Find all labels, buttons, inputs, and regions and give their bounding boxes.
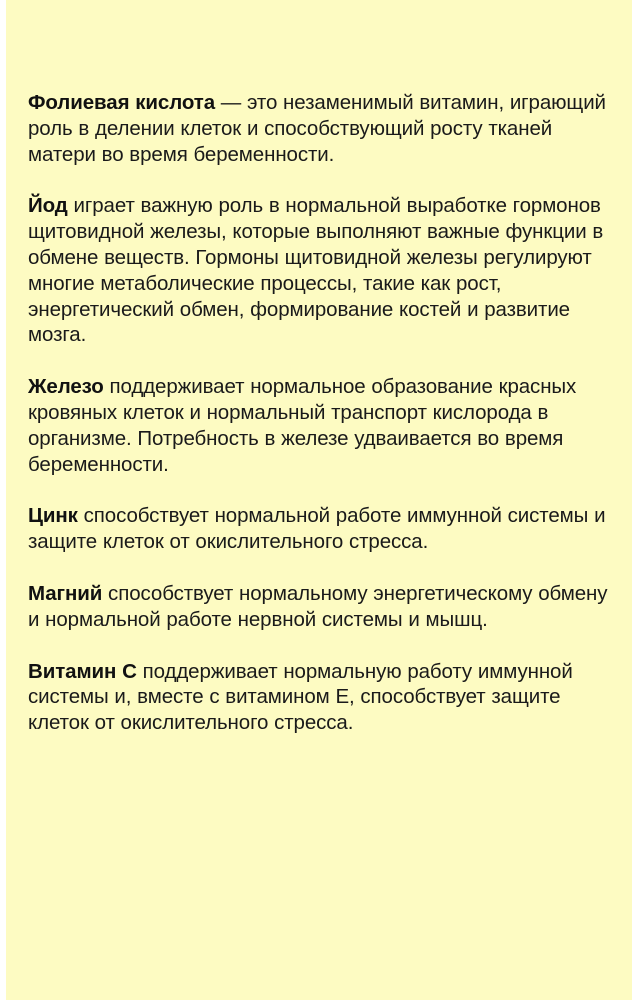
nutrient-paragraph-iron: [28, 374, 618, 477]
nutrient-description: — это незаменимый витамин, играющий роль в делении клеток и способствующий росту тканей матери во время беременности.: [28, 91, 606, 166]
nutrient-term: Железо: [28, 375, 104, 399]
nutrient-description: способствует нормальной работе иммунной системы и защите клеток от окислительного стресса.: [28, 504, 606, 554]
nutrient-description: играет важную роль в нормальной выработке гормонов щитовидной железы, которые выполняют важные функции в обмене веществ. Гормоны щитовидной железы регулируют многие метаболические процессы, такие как рост, энергетический обмен, формирование костей и развитие мозга.: [28, 194, 604, 347]
nutrient-term: Йод: [28, 194, 68, 218]
nutrient-description: способствует нормальному энергетическому обмену и нормальной работе нервной системы и мышц.: [28, 581, 608, 631]
nutrient-paragraph-folic-acid: [28, 90, 618, 167]
nutrient-paragraph-zinc: [28, 503, 618, 555]
nutrient-description: поддерживает нормальное образование красных кровяных клеток и нормальный транспорт кислорода в организме. Потребность в железе удваивается во время беременности.: [28, 375, 577, 476]
nutrient-paragraph-magnesium: [28, 581, 618, 633]
nutrient-paragraph-vitamin-c: [28, 659, 618, 736]
nutrient-list: [28, 90, 618, 762]
nutrient-paragraph-iodine: [28, 193, 618, 348]
nutrient-term: Фолиевая кислота: [28, 91, 215, 114]
nutrient-description: поддерживает нормальную работу иммунной системы и, вместе с витамином Е, способствует защите клеток от окислительного стресса.: [28, 659, 573, 735]
nutrient-term: Цинк: [28, 504, 78, 528]
nutrient-info-panel: [6, 0, 632, 1000]
nutrient-term: Магний: [28, 581, 103, 605]
nutrient-term: Витамин С: [28, 659, 137, 683]
